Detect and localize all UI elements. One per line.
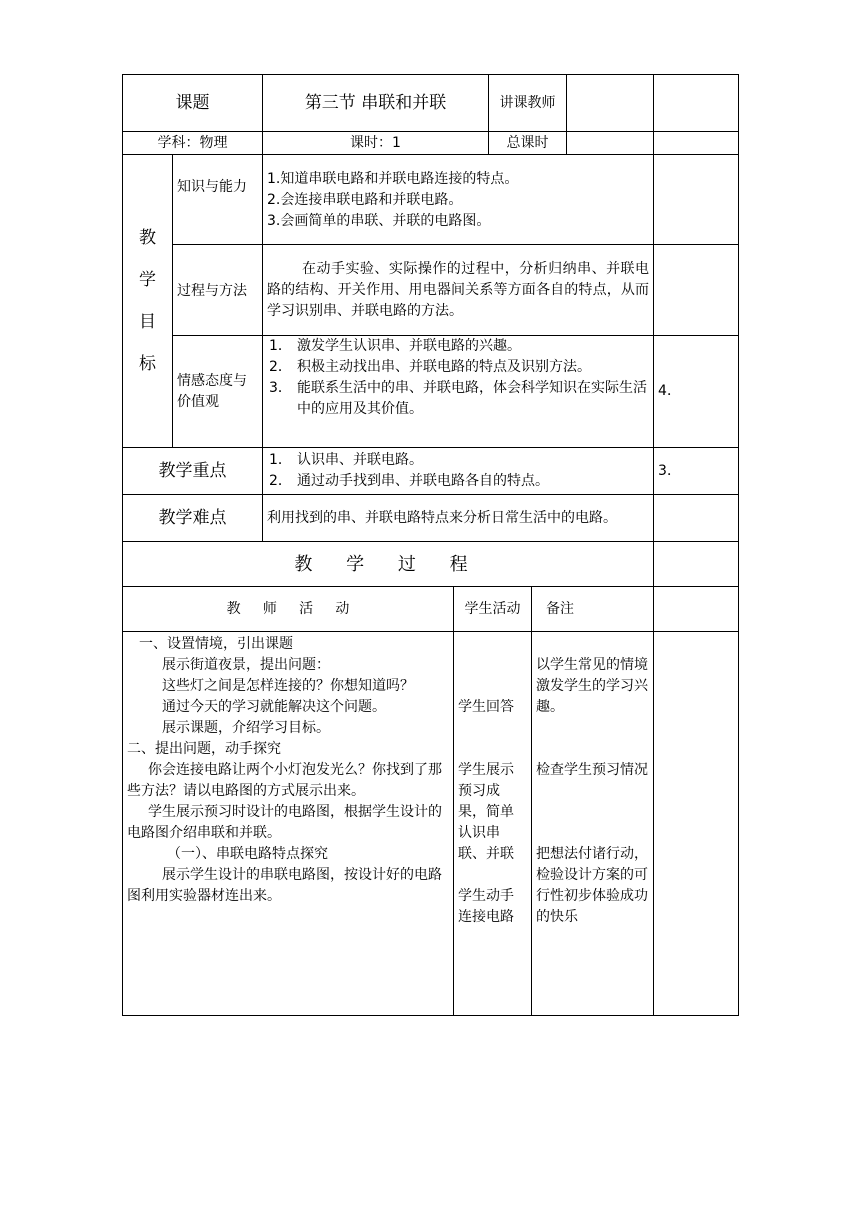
- key-points-side-note: 3．: [654, 448, 739, 495]
- topic-label: 课题: [123, 75, 263, 132]
- knowledge-label: 知识与能力: [173, 155, 263, 245]
- key-points-label: 教学重点: [123, 448, 263, 495]
- process-content: [263, 245, 654, 336]
- lesson-plan-sheet: [122, 74, 739, 1016]
- difficulty-label: 教学难点: [123, 495, 263, 542]
- process-title-side: [654, 542, 739, 587]
- teacher-paragraph: 你会连接电路让两个小灯泡发光么？你找到了那些方法？请以电路图的方式展示出来。: [127, 762, 442, 799]
- teacher-label: 讲课教师: [489, 75, 567, 132]
- lesson-plan-table: [122, 74, 739, 1016]
- emotion-label: 情感态度与价值观: [173, 336, 263, 448]
- key-points-content: [263, 448, 654, 495]
- emotion-item: 3． 能联系生活中的串、并联电路，体会科学知识在实际生活中的应用及其价值。: [269, 380, 647, 417]
- knowledge-content: [263, 155, 654, 245]
- period: 课时：1: [263, 132, 489, 155]
- emotion-item: 1． 激发学生认识串、并联电路的兴趣。: [269, 338, 521, 354]
- objectives-group-label: 教 学 目 标: [123, 155, 173, 448]
- teacher-paragraph: 展示课题，介绍学习目标。: [162, 720, 330, 736]
- teacher-paragraph: 这些灯之间是怎样连接的？你想知道吗？: [162, 678, 414, 694]
- remarks-header: 备注: [532, 587, 654, 632]
- student-activity-header: 学生活动: [454, 587, 532, 632]
- teacher-paragraph: 通过今天的学习就能解决这个问题。: [162, 699, 386, 715]
- body-side: [654, 632, 739, 1016]
- topic-value: 第三节 串联和并联: [263, 75, 489, 132]
- knowledge-item: 3.会画简单的串联、并联的电路图。: [267, 213, 491, 229]
- remark: 以学生常见的情境激发学生的学习兴趣。: [536, 657, 649, 715]
- process-title: 教 学 过 程: [123, 542, 654, 587]
- header-side: [654, 587, 739, 632]
- teacher-paragraph: 展示街道夜景，提出问题：: [162, 657, 330, 673]
- total-periods-value: [567, 132, 654, 155]
- knowledge-item: 2.会连接串联电路和并联电路。: [267, 192, 463, 208]
- remark: 检查学生预习情况: [536, 762, 649, 778]
- student-activity: 学生展示预习成果，简单认识串联、并联: [458, 762, 514, 862]
- subsection-heading: （一）、串联电路特点探究: [167, 846, 328, 862]
- difficulty-side: [654, 495, 739, 542]
- difficulty-text: 利用找到的串、并联电路特点来分析日常生活中的电路。: [267, 509, 617, 526]
- topic-extra-cell: [654, 75, 739, 132]
- remark: 把想法付诸行动，检验设计方案的可行性初步体验成功的快乐: [536, 846, 649, 925]
- section-heading: 二、提出问题，动手探究: [127, 741, 281, 757]
- student-activity: 学生动手连接电路: [458, 888, 514, 925]
- process-side: [654, 245, 739, 336]
- student-activity-content: [454, 632, 532, 1016]
- process-text: 在动手实验、实际操作的过程中，分析归纳串、并联电路的结构、开关作用、用电器间关系等方面各自的特点，从而学习识别串、并联电路的方法。: [267, 260, 650, 319]
- subject: 学科：物理: [123, 132, 263, 155]
- difficulty-content: [263, 495, 654, 542]
- emotion-side-note: 4．: [654, 336, 739, 448]
- remarks-content: [532, 632, 654, 1016]
- total-periods-label: 总课时: [489, 132, 567, 155]
- key-point-item: 2． 通过动手找到串、并联电路各自的特点。: [269, 473, 549, 489]
- process-label: 过程与方法: [173, 245, 263, 336]
- student-activity: 学生回答: [458, 699, 514, 715]
- teacher-activity-content: [123, 632, 454, 1016]
- period-extra-cell: [654, 132, 739, 155]
- knowledge-side: [654, 155, 739, 245]
- teacher-paragraph: 学生展示预习时设计的电路图，根据学生设计的电路图介绍串联和并联。: [127, 804, 442, 841]
- teacher-value: [567, 75, 654, 132]
- knowledge-item: 1.知道串联电路和并联电路连接的特点。: [267, 171, 519, 187]
- key-point-item: 1． 认识串、并联电路。: [269, 452, 423, 468]
- teacher-activity-header: 教 师 活 动: [123, 587, 454, 632]
- section-heading: 一、设置情境，引出课题: [139, 636, 293, 652]
- emotion-content: [263, 336, 654, 448]
- teacher-paragraph: 展示学生设计的串联电路图，按设计好的电路图利用实验器材连出来。: [127, 867, 442, 904]
- emotion-item: 2． 积极主动找出串、并联电路的特点及识别方法。: [269, 359, 591, 375]
